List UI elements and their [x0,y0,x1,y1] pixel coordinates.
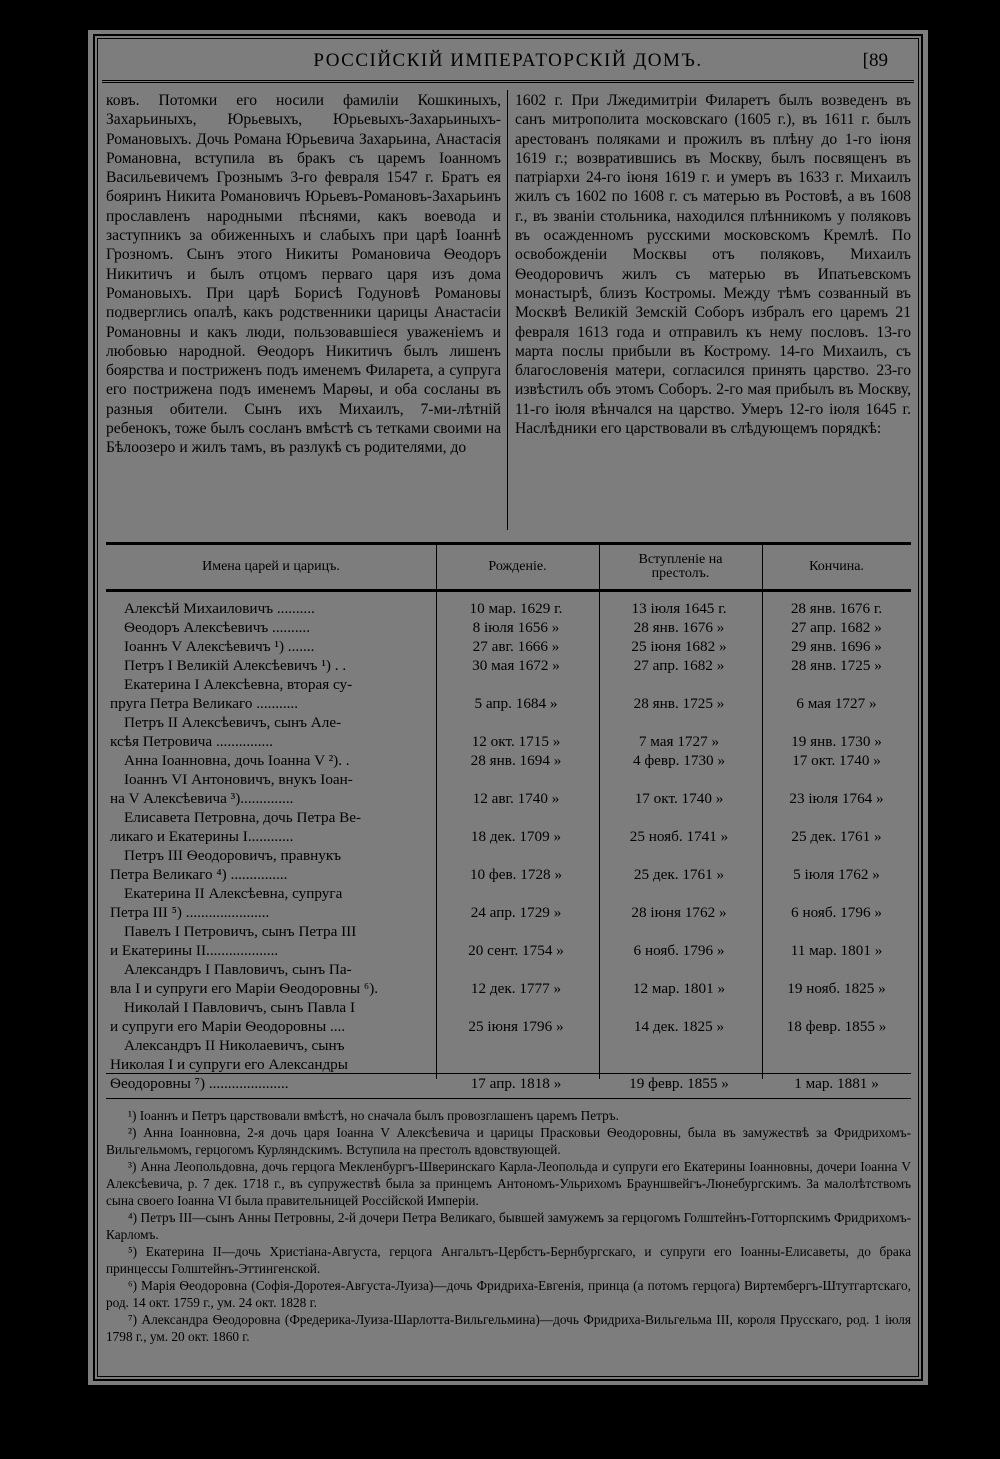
rulers-table [106,542,911,1092]
header-divider [762,545,763,589]
ruler-name-line: Іоаннъ V Алексѣевичъ ¹) ....... [124,638,315,655]
birth-date: 8 іюля 1656 » [472,619,560,636]
death-date: 11 мар. 1801 » [790,942,883,959]
ruler-name [110,884,430,922]
right-column-paragraph: 1602 г. При Лжедимитріи Филаретъ былъ возведенъ въ санъ митрополита московскаго (1605 г.), въ 1611 г. былъ арестованъ поляками и прожилъ въ плѣну до 1-го іюня 1619 г.; возвратившись въ Москву, былъ посвященъ въ патріархи 24-го іюня 1619 г. и умеръ въ 1633 г. Михаилъ жилъ съ 1602 по 1608 г. съ матерью въ Ростовѣ, а въ 1608 г., въ званіи стольника, находился плѣнникомъ у поляковъ въ осажденномъ русскими московскомъ Кремлѣ. По освобожденіи Москвы отъ поляковъ, Михаилъ Ѳеодоровичъ жилъ съ матерью въ Ипатьевскомъ монастырѣ, близъ Костромы. Между тѣмъ созванный въ Москвѣ Великій Земскій Соборъ избралъ его царемъ 21 февраля 1613 года и отправилъ къ нему пословъ. 13-го марта послы прибыли въ Кострому. 14-го Михаилъ, съ благословенія матери, согласился принять царство. 23-го извѣстилъ объ этомъ Соборъ. 2-го мая прибылъ въ Москву, 11-го іюля вѣнчался на царство. Умеръ 12-го іюля 1645 г. Наслѣдники его царствовали въ слѣдующемъ порядкѣ: [515,92,911,438]
birth-date: 12 авг. 1740 » [472,790,560,807]
accession-date: 28 янв. 1676 » [633,619,725,636]
table-row [106,960,911,998]
table-row [106,998,911,1036]
footnote: ⁴) Петръ III—сынъ Анны Петровны, 2-й дочери Петра Великаго, бывшей замужемъ за герцогомъ Голштейнъ-Готторпскимъ Фридрихомъ-Карломъ. [106,1210,911,1242]
ruler-name [110,922,430,960]
accession-date: 25 дек. 1761 » [633,866,725,883]
ruler-name-line: Ѳеодоръ Алексѣевичъ .......... [124,619,311,636]
death-date: 28 янв. 1725 » [791,657,882,674]
death-date: 28 янв. 1676 г. [790,600,883,617]
header-accession: Вступленіе на престолъ. [638,552,723,581]
table-row [106,770,911,808]
ruler-name-line: и супруги его Маріи Ѳеодоровны .... [110,1018,346,1035]
ruler-name-line: Петръ I Великій Алексѣевичъ ¹) . . [124,657,347,674]
text-column-left [106,91,501,458]
table-row [106,1036,911,1093]
header-divider [436,545,437,589]
ruler-name-line: Екатерина I Алексѣевна, вторая су- [124,676,353,693]
accession-date: 28 іюня 1762 » [631,904,727,921]
table-row [106,599,911,618]
birth-date: 28 янв. 1694 » [470,752,562,769]
birth-date: 27 авг. 1666 » [472,638,560,655]
ruler-name [110,599,430,618]
death-date: 19 янв. 1730 » [791,733,882,750]
ruler-name-line: Ѳеодоровны ⁷) ..................... [110,1075,289,1092]
ruler-name-line: Петръ II Алексѣевичъ, сынъ Але- [124,714,342,731]
table-bottom-rule [106,1073,911,1074]
accession-date: 25 іюня 1682 » [631,638,727,655]
ruler-name-line: Іоаннъ VI Антоновичъ, внукъ Іоан- [124,771,353,788]
ruler-name-line: Александръ I Павловичъ, сынъ Па- [124,961,352,978]
birth-date: 12 дек. 1777 » [470,980,562,997]
book-page [88,30,928,1385]
ruler-name-line: пруга Петра Великаго ........... [110,695,299,712]
ruler-name-line: Анна Іоанновна, дочь Іоанна V ²). . [124,752,350,769]
header-birth: Рожденіе. [488,559,547,574]
header-death: Кончина. [809,559,864,574]
header-names: Имена царей и царицъ. [202,559,340,574]
accession-date: 25 нояб. 1741 » [629,828,729,845]
footnote: ¹) Іоаннъ и Петръ царствовали вмѣстѣ, но сначала былъ провозглашенъ царемъ Петръ. [128,1108,619,1123]
birth-date: 5 апр. 1684 » [474,695,558,712]
column-divider [507,90,508,530]
death-date: 5 іюля 1762 » [793,866,880,883]
ruler-name-line: Петръ III Ѳеодоровичъ, правнукъ [124,847,342,864]
footnote: ⁶) Марія Ѳеодоровна (Софія-Доротея-Августа-Луиза)—дочь Фридриха-Евгенія, принца (а потомъ герцога) Виртембергъ-Штутгартскаго, род. 14 окт. 1759 г., ум. 24 окт. 1828 г. [106,1278,911,1310]
death-date: 19 нояб. 1825 » [787,980,886,997]
death-date: 23 іюля 1764 » [789,790,884,807]
left-column-paragraph: ковъ. Потомки его носили фамиліи Кошкиныхъ, Захарьиныхъ, Юрьевыхъ, Юрьевыхъ-Захарьиныхъ-Романовыхъ. Дочь Романа Юрьевича Захарьина, Анастасія Романовна, вступила въ бракъ съ царемъ Іоанномъ Васильевичемъ Грознымъ 3-го февраля 1547 г. Братъ ея бояринъ Никита Романовичъ Юрьевъ-Романовъ-Захарьинъ прославленъ народными пѣснями, какъ воевода и заступникъ за обиженныхъ и слабыхъ при царѣ Іоаннѣ Грозномъ. Сынъ этого Никиты Романовича Ѳеодоръ Никитичъ и былъ отцомъ перваго царя изъ дома Романовыхъ. При царѣ Борисѣ Годуновѣ Романовы подверглись опалѣ, какъ родственники царицы Анастасіи Романовны и какъ люди, пользовавшіеся уваженіемъ и любовью народной. Ѳеодоръ Никитичъ былъ лишенъ боярства и постриженъ подъ именемъ Филарета, а супруга его пострижена подъ именемъ Марѳы, и оба сосланы въ разныя обители. Сынъ ихъ Михаилъ, 7-ми-лѣтній ребенокъ, тоже былъ сосланъ вмѣстѣ съ тетками своими на Бѣлоозеро и жилъ тамъ, въ разлукѣ съ родителями, до [106,92,501,457]
header-rule [102,80,914,86]
ruler-name-line: Петра III ⁵) ...................... [110,904,270,921]
ruler-name [110,960,430,998]
birth-date: 18 дек. 1709 » [470,828,562,845]
accession-date: 12 мар. 1801 » [632,980,726,997]
ruler-name-line: и Екатерины II................... [110,942,279,959]
ruler-name-line: вла I и супруги его Маріи Ѳеодоровны ⁶). [110,980,379,997]
ruler-name [110,656,430,675]
ruler-name-line: Елисавета Петровна, дочь Петра Ве- [124,809,362,826]
footnote: ²) Анна Іоанновна, 2-я дочь царя Іоанна V Алексѣевича и царицы Прасковьи Ѳеодоровны, была въ замужествѣ за Фридрихомъ-Вильгельмомъ, герцогомъ Курляндскимъ. Вступила на престолъ вдовствующей. [106,1125,911,1157]
accession-date: 27 апр. 1682 » [633,657,725,674]
death-date: 6 мая 1727 » [796,695,877,712]
ruler-name [110,808,430,846]
ruler-name-line: Алексѣй Михаиловичъ .......... [124,600,315,617]
table-row [106,808,911,846]
accession-date: 17 окт. 1740 » [634,790,724,807]
birth-date: 12 окт. 1715 » [471,733,561,750]
birth-date: 10 фев. 1728 » [469,866,563,883]
footnote-rule [106,1098,911,1099]
ruler-name-line: Петра Великаго ⁴) ............... [110,866,288,883]
ruler-name-line: Николая I и супруги его Александры [110,1056,348,1073]
ruler-name-line: ликаго и Екатерины I............ [110,828,294,845]
birth-date: 17 апр. 1818 » [470,1075,562,1092]
table-row [106,675,911,713]
birth-date: 30 мая 1672 » [472,657,560,674]
table-header [106,542,911,592]
accession-date: 28 янв. 1725 » [633,695,725,712]
ruler-name-line: ксѣя Петровича ............... [110,733,273,750]
accession-date: 19 февр. 1855 » [629,1075,729,1092]
ruler-name-line: Павелъ I Петровичъ, сынъ Петра III [124,923,357,940]
accession-date: 14 дек. 1825 » [633,1018,725,1035]
death-date: 18 февр. 1855 » [786,1018,887,1035]
accession-date: 13 іюля 1645 г. [631,600,727,617]
running-title: РОССІЙСКІЙ ИМПЕРАТОРСКІЙ ДОМЪ. [313,50,703,71]
birth-date: 24 апр. 1729 » [470,904,562,921]
ruler-name [110,998,430,1036]
page-number: [89 [862,50,888,71]
table-row [106,884,911,922]
ruler-name [110,751,430,770]
ruler-name [110,846,430,884]
death-date: 25 дек. 1761 » [791,828,882,845]
ruler-name [110,675,430,713]
birth-date: 25 іюня 1796 » [468,1018,564,1035]
table-row [106,656,911,675]
header-divider [599,545,600,589]
ruler-name-line: Александръ II Николаевичъ, сынъ [124,1037,345,1054]
table-row [106,846,911,884]
table-row [106,922,911,960]
accession-date: 6 нояб. 1796 » [633,942,725,959]
table-row [106,751,911,770]
accession-date: 7 мая 1727 » [638,733,720,750]
death-date: 27 апр. 1682 » [791,619,882,636]
footnote: ⁵) Екатерина II—дочь Христіана-Августа, герцога Ангальтъ-Цербстъ-Бернбургскаго, и супруги его Іоанны-Елисаветы, до брака принцессы Голштейнъ-Эттингенской. [106,1244,911,1276]
death-date: 29 янв. 1696 » [791,638,882,655]
ruler-name [110,770,430,808]
table-row [106,713,911,751]
footnote: ⁷) Александра Ѳеодоровна (Фредерика-Луиза-Шарлотта-Вильгельмина)—дочь Фридриха-Вильгельма III, короля Прусскаго, род. 1 іюля 1798 г., ум. 20 окт. 1860 г. [106,1312,911,1344]
death-date: 1 мар. 1881 » [794,1075,879,1092]
text-column-right [515,91,911,438]
ruler-name [110,618,430,637]
accession-date: 4 февр. 1730 » [632,752,726,769]
table-row [106,637,911,656]
ruler-name-line: Екатерина II Алексѣевна, супруга [124,885,343,902]
birth-date: 10 мар. 1629 г. [469,600,563,617]
ruler-name [110,1036,430,1093]
table-row [106,618,911,637]
ruler-name [110,637,430,656]
footnote: ³) Анна Леопольдовна, дочь герцога Мекленбургъ-Шверинскаго Карла-Леопольда и супруги его Екатерины Іоанновны, дочери Іоанна V Алексѣевича, р. 7 дек. 1718 г., въ супружествѣ была за принцемъ Антономъ-Ульрихомъ Брауншвейгъ-Люнебургскимъ. За малолѣтствомъ сына своего Іоанна VI была правительницей Россійской Имперіи. [106,1159,911,1208]
death-date: 17 окт. 1740 » [792,752,881,769]
ruler-name-line: на V Алексѣевича ³).............. [110,790,294,807]
table-body [106,592,911,1092]
ruler-name-line: Николай I Павловичъ, сынъ Павла I [124,999,356,1016]
ruler-name [110,713,430,751]
death-date: 6 нояб. 1796 » [791,904,882,921]
birth-date: 20 сент. 1754 » [468,942,564,959]
running-head [102,46,914,76]
footnotes [106,1107,911,1345]
